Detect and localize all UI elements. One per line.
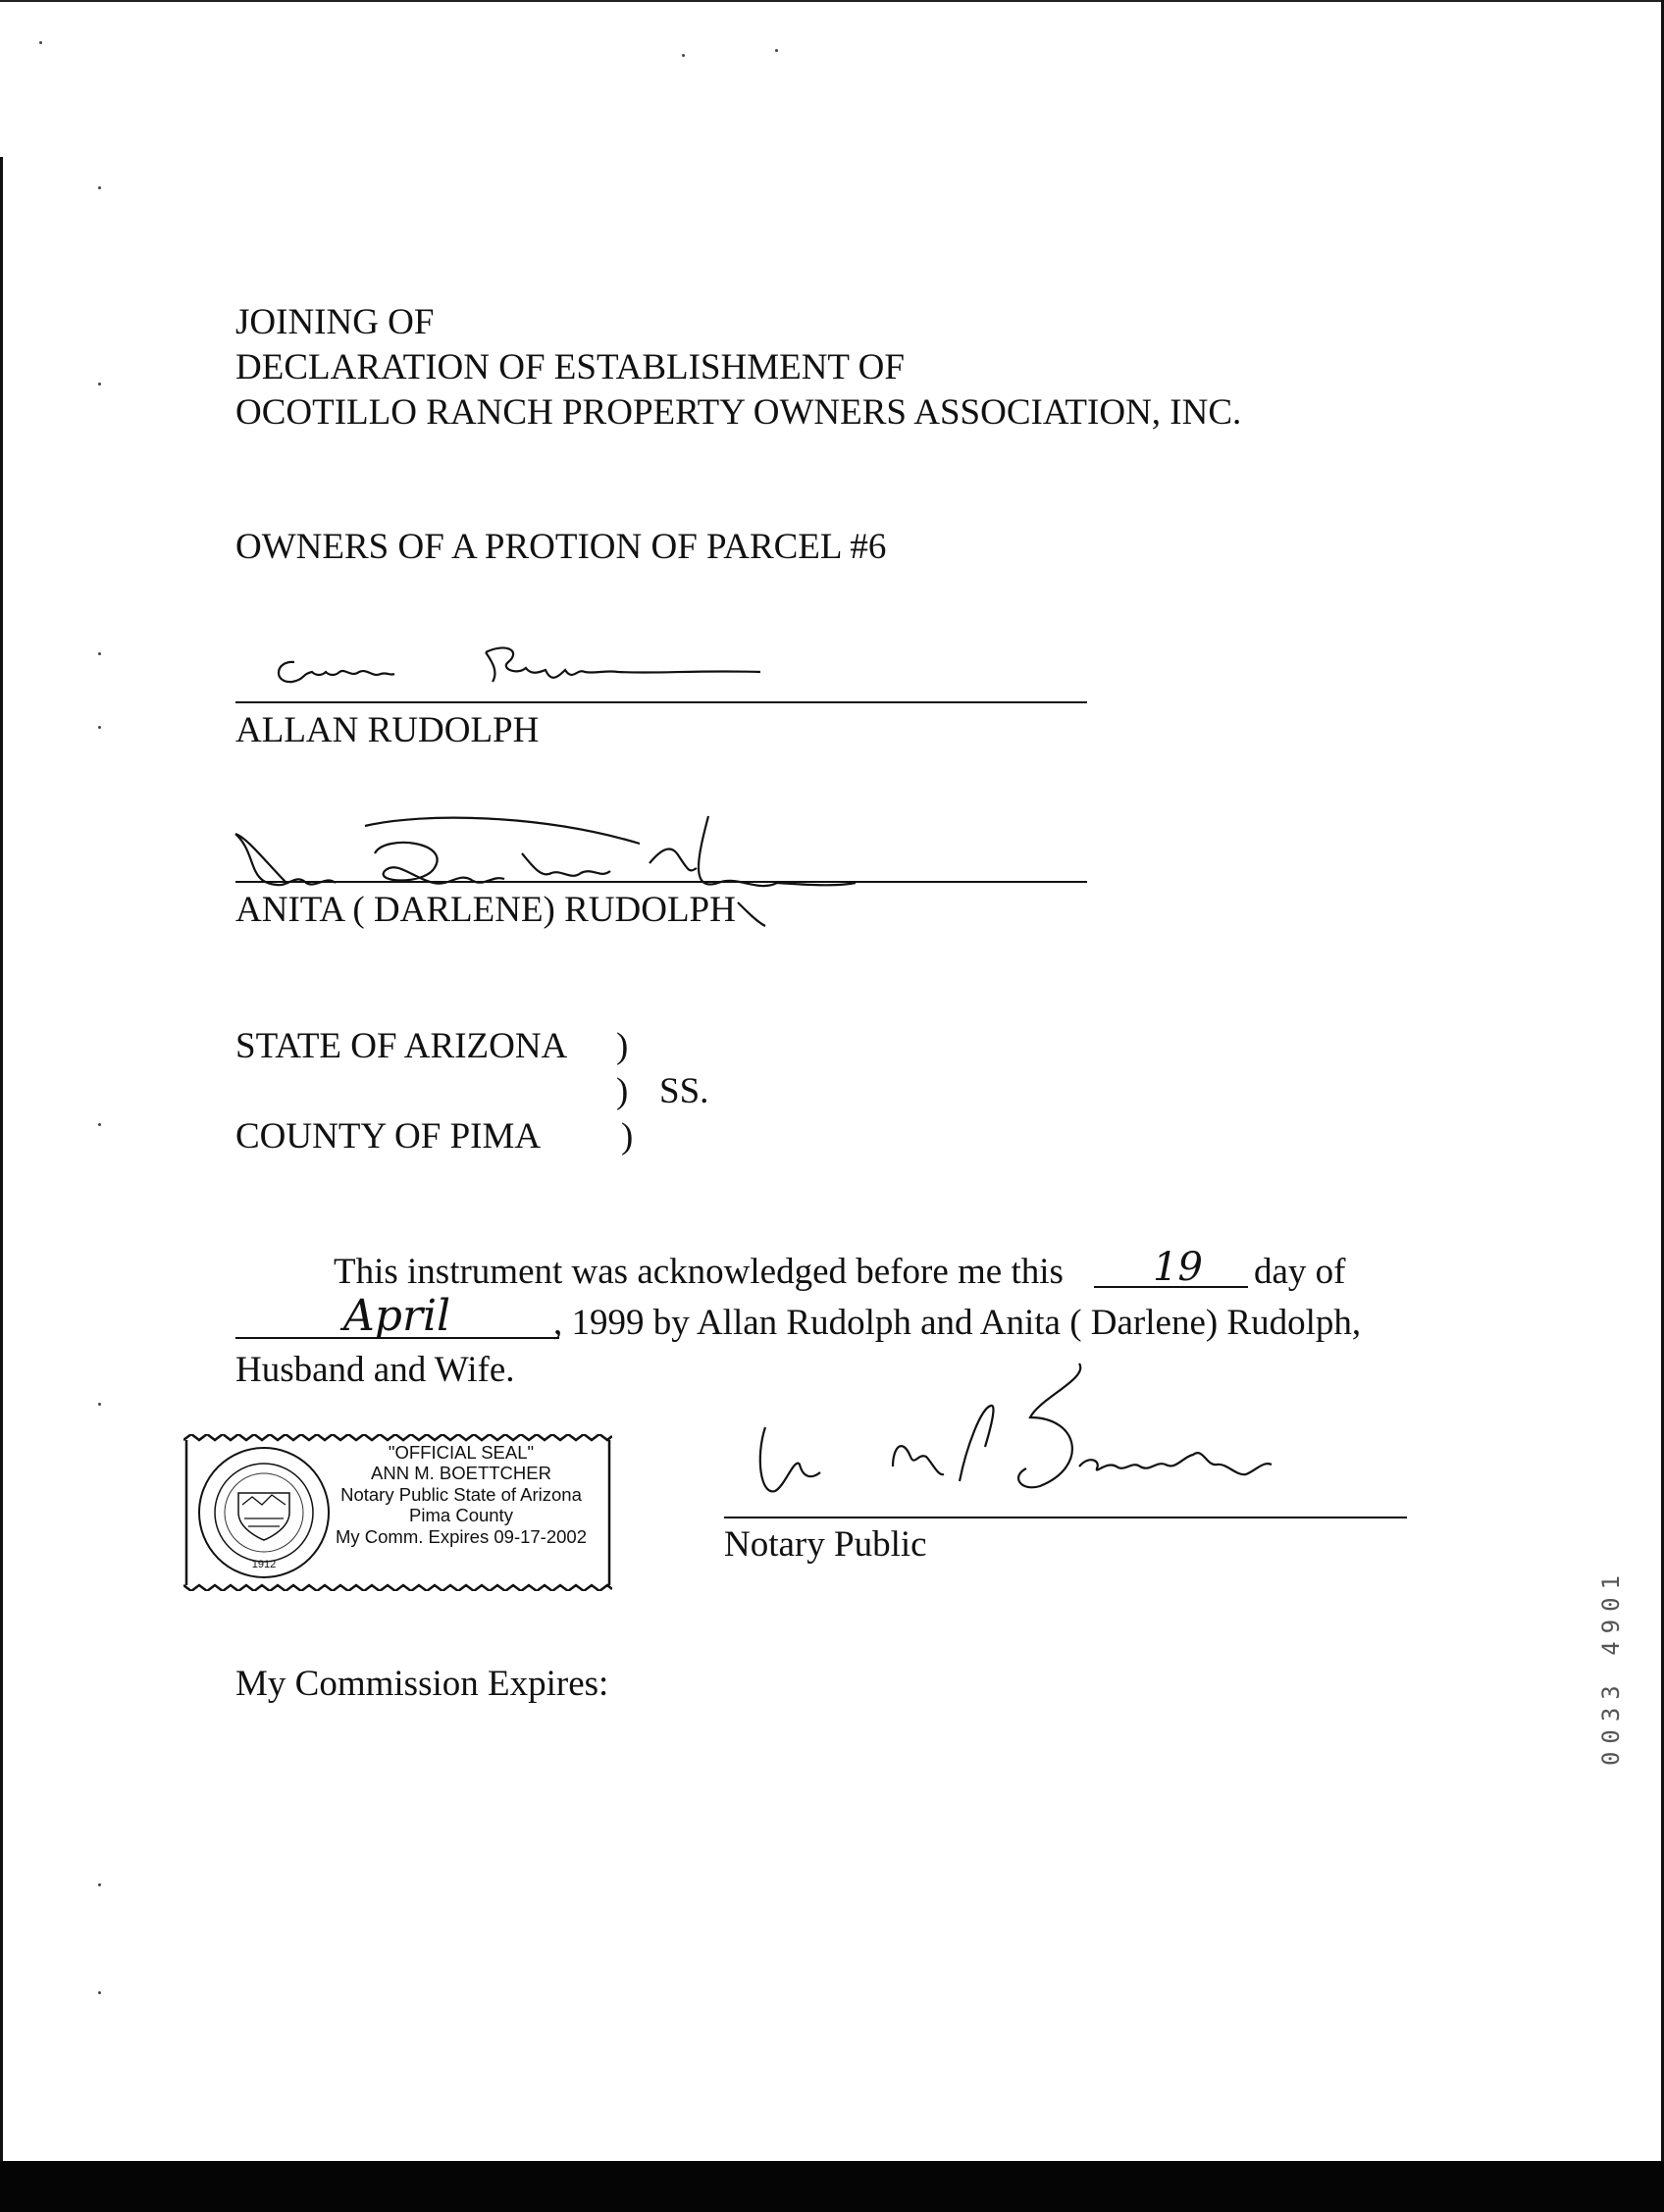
seal-line-1: "OFFICIAL SEAL" (388, 1442, 535, 1463)
acknowledgment-line-3: Husband and Wife. (235, 1350, 515, 1390)
month-handwritten: April (343, 1291, 451, 1341)
signatory-name-1: ALLAN RUDOLPH (235, 710, 540, 750)
venue-paren-2: ) (616, 1071, 629, 1111)
scan-bottom-bar (0, 2161, 1664, 2212)
side-reference-number: 0033 4901 (1597, 1568, 1625, 1767)
scan-speck (39, 41, 42, 44)
seal-line-5: My Comm. Expires 09-17-2002 (335, 1525, 587, 1547)
signature-line-2 (235, 881, 1087, 883)
signature-allan-rudolph (265, 633, 775, 701)
scan-speck (98, 383, 101, 386)
seal-emblem-year: 1912 (251, 1559, 277, 1570)
scan-speck (98, 1991, 101, 1994)
seal-line-4: Pima County (409, 1505, 513, 1526)
scan-speck (98, 1883, 101, 1886)
acknowledgment-day-of: day of (1254, 1252, 1346, 1292)
scan-speck (98, 186, 101, 189)
scan-speck (98, 1403, 101, 1406)
seal-line-2: ANN M. BOETTCHER (371, 1463, 551, 1484)
scan-speck (98, 652, 101, 655)
scan-edge-left (0, 157, 3, 2168)
scan-speck (98, 1123, 101, 1126)
day-handwritten: 19 (1153, 1245, 1203, 1290)
notary-signature-line (724, 1517, 1407, 1518)
title-line-1: JOINING OF (235, 302, 435, 342)
commission-expires-label: My Commission Expires: (235, 1664, 609, 1704)
venue-state: STATE OF ARIZONA (235, 1026, 568, 1066)
signatory-name-2: ANITA ( DARLENE) RUDOLPH (235, 890, 736, 930)
venue-paren-1: ) (616, 1026, 629, 1066)
seal-text (319, 1442, 603, 1547)
scan-speck (98, 726, 101, 729)
acknowledgment-line-1: This instrument was acknowledged before me this (334, 1252, 1064, 1292)
venue-paren-3: ) (621, 1116, 634, 1157)
title-line-2: DECLARATION OF ESTABLISHMENT OF (235, 347, 905, 387)
venue-county: COUNTY OF PIMA (235, 1116, 542, 1157)
scan-speck (775, 49, 778, 52)
venue-ss: SS. (659, 1071, 709, 1111)
parcel-subtitle: OWNERS OF A PROTION OF PARCEL #6 (235, 527, 887, 567)
notary-public-label: Notary Public (724, 1524, 927, 1565)
seal-line-3: Notary Public State of Arizona (340, 1483, 582, 1505)
scan-edge-top (0, 0, 1664, 2)
scan-speck (682, 54, 685, 57)
signature-line-1 (235, 701, 1087, 703)
signature-notary (746, 1359, 1334, 1506)
acknowledgment-line-2: , 1999 by Allan Rudolph and Anita ( Darlene) Rudolph, (553, 1303, 1362, 1343)
title-line-3: OCOTILLO RANCH PROPERTY OWNERS ASSOCIATION, INC. (235, 392, 1242, 433)
